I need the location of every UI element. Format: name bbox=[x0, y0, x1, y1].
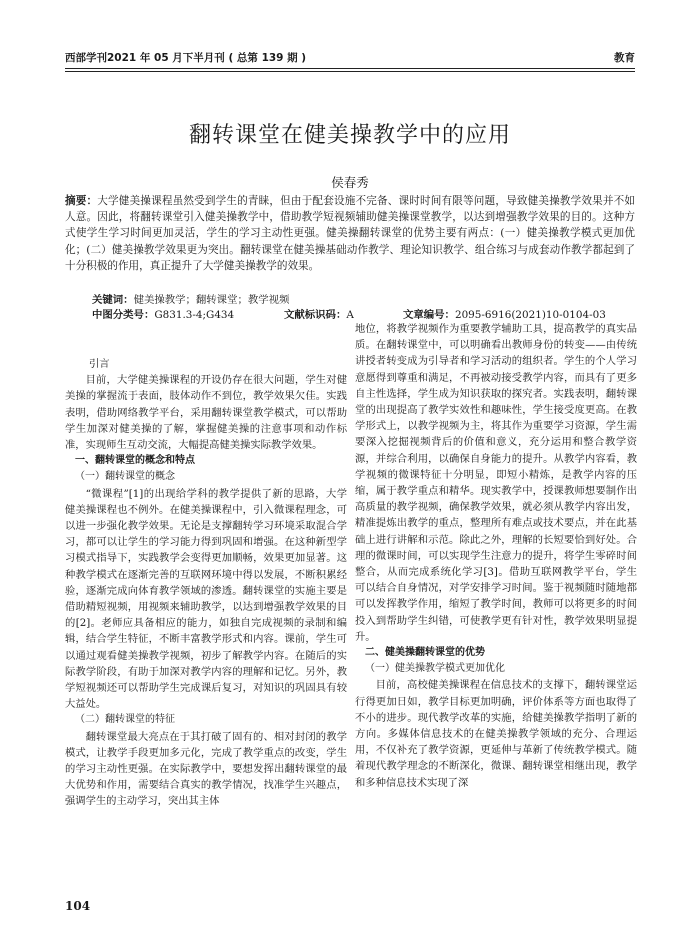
paragraph-concept: “微课程”[1]的出现给学科的教学提供了新的思路，大学健美操课程也不例外。在健美操课程中，引入微课程理念，可以进一步强化教学效果。无论是支撑翻转学习环境采取混合学习，都可以让学生的学习能力得到巩固和增强。在这种新型学习模式指导下，实践教学会变得更加顺畅，效果更加显著。这种教学模式在逐渐完善的互联网环境中得以发展，不断积累经验，逐渐完成向体育教学领域的渗透。翻转课堂的实施主要是借助精短视频，用视频来辅助教学，以达到增强教学效果的目的[2]。老师应具备相应的能力，如独自完成视频的录制和编辑，结合学生特征，不断丰富教学形式和内容。课前，学生可以通过观看健美操教学视频，初步了解教学内容。在随后的实际教学阶段，有助于加深对教学内容的理解和记忆。另外，教学短视频还可以帮助学生完成课后复习，对知识的巩固具有较大益处。 bbox=[65, 487, 347, 711]
doc-code bbox=[284, 308, 354, 323]
section-heading-1: 一、翻转课堂的概念和特点 bbox=[75, 455, 195, 467]
paragraph-features: 翻转课堂最大亮点在于其打破了固有的、相对封闭的教学模式，让教学手段更加多元化，完成了教学重点的改变，学生的学习主动性更强。在实际教学中，要想发挥出翻转课堂的最大优势和作用，需要结合真实的教学情况，找准学生兴趣点，强调学生的主动学习，突出其主体 bbox=[65, 730, 347, 808]
right-column bbox=[355, 321, 637, 791]
page-number: 104 bbox=[65, 899, 91, 913]
abstract-label: 摘要： bbox=[65, 195, 98, 207]
subheading-1-2: （二）翻转课堂的特征 bbox=[75, 714, 175, 726]
clc-label: 中图分类号： bbox=[92, 309, 155, 321]
subheading-2-1: （一）健美操教学模式更加优化 bbox=[365, 663, 505, 675]
clc-number bbox=[92, 308, 234, 323]
keywords-text: 健美操教学；翻转课堂；教学视频 bbox=[133, 294, 290, 306]
keywords bbox=[92, 293, 289, 308]
journal-info: 西部学刊2021 年 05 月下半月刊 ( 总第 139 期 ) bbox=[65, 52, 307, 64]
section-heading-2: 二、健美操翻转课堂的优势 bbox=[365, 647, 485, 659]
clc-value: G831.3-4;G434 bbox=[154, 309, 235, 321]
intro-paragraph: 目前，大学健美操课程的开设仍存在很大问题，学生对健美操的掌握流于表面，肢体动作不到位，教学效果欠佳。实践表明，借助网络教学平台，采用翻转课堂教学模式，可以帮助学生加深对健美操的了解，掌握健美操的注意事项和动作标准，实现师生互动交流，大幅提高健美操实际教学效果。 bbox=[65, 374, 347, 452]
header-rule bbox=[65, 68, 635, 69]
page-header bbox=[65, 50, 635, 66]
abstract-text: 大学健美操课程虽然受到学生的青睐，但由于配套设施不完备、课时时间有限等问题，导致健美操教学效果并不如人意。因此，将翻转课堂引入健美操教学中，借助教学短视频辅助健美操课堂教学，以达到增强教学效果的目的。这种方式使学生学习时间更加灵活，学生的学习主动性更强。健美操翻转课堂的优势主要有两点：(一）健美操教学模式更加优化；(二）健美操教学效果更为突出。翻转课堂在健美操基础动作教学、理论知识教学、组合练习与成套动作教学都起到了十分积极的作用，真正提升了大学健美操教学的效果。 bbox=[65, 195, 636, 272]
article-title: 翻转课堂在健美操教学中的应用 bbox=[188, 123, 511, 148]
paragraph-continued: 地位，将教学视频作为重要教学辅助工具，提高教学的真实品质。在翻转课堂中，可以明确看出教师身份的转变——由传统讲授者转变成为引导者和学习活动的组织者。学生的个人学习意愿得到尊重和满足，不再被动接受教学内容，而具有了更多自主性选择，学生成为知识获取的探究者。实践表明，翻转课堂的出现提高了教学实效性和趣味性，学生接受度更高。在教学形式上，以教学视频为主，将其作为重要学习资源，学生需要深入挖掘视频背后的价值和意义，充分运用和整合教学资源，并综合利用，以确保自身能力的提升。从教学内容看，教学视频的微课特征十分明显，即短小精炼，是教学内容的压缩，属于教学重点和精华。现实教学中，授课教师想要制作出高质量的教学视频，确保教学效果，就必须从教学内容出发，精准提炼出教学的重点，整理所有难点或技术要点，并在此基础上进行讲解和示范。除此之外，理解的长短要恰到好处。合理的微课时间，可以实现学生注意力的提升，将学生零碎时间整合，从而完成系统化学习[3]。借助互联网教学平台，学生可以结合自身情况，对学安排学习时间。鉴于视频随时随地都可以发挥教学作用，缩短了教学时间，教师可以将更多的时间投入到帮助学生纠错，可使教学更有针对性，教学效果明显提升。 bbox=[355, 323, 637, 643]
subheading-1-1: （一）翻转课堂的概念 bbox=[75, 471, 175, 483]
art-label: 文章编号： bbox=[403, 309, 455, 321]
doc-label: 文献标识码： bbox=[284, 309, 347, 321]
intro-heading: 引言 bbox=[89, 358, 110, 370]
art-value: 2095-6916(2021)10-0104-03 bbox=[454, 309, 606, 321]
abstract bbox=[65, 193, 635, 274]
left-column bbox=[65, 356, 347, 810]
paragraph-advantages: 目前，高校健美操课程在信息技术的支撑下，翻转课堂运行得更加日如，教学目标更加明确，评价体系等方面也取得了不小的进步。现代教学改革的实施，给健美操教学指明了新的方向。多媒体信息技术的在健美操教学领域的充分、合理运用，不仅补充了教学资源，更延伸与革新了传统教学模式。随着现代教学理念的不断深化，微课、翻转课堂相继出现，教学和多种信息技术实现了深 bbox=[355, 679, 637, 789]
section-label: 教育 bbox=[614, 52, 635, 64]
doc-value: A bbox=[346, 309, 354, 321]
keywords-label: 关键词： bbox=[92, 294, 134, 306]
author-name: 侯春秀 bbox=[331, 175, 369, 190]
header-rule-thin bbox=[65, 71, 635, 72]
